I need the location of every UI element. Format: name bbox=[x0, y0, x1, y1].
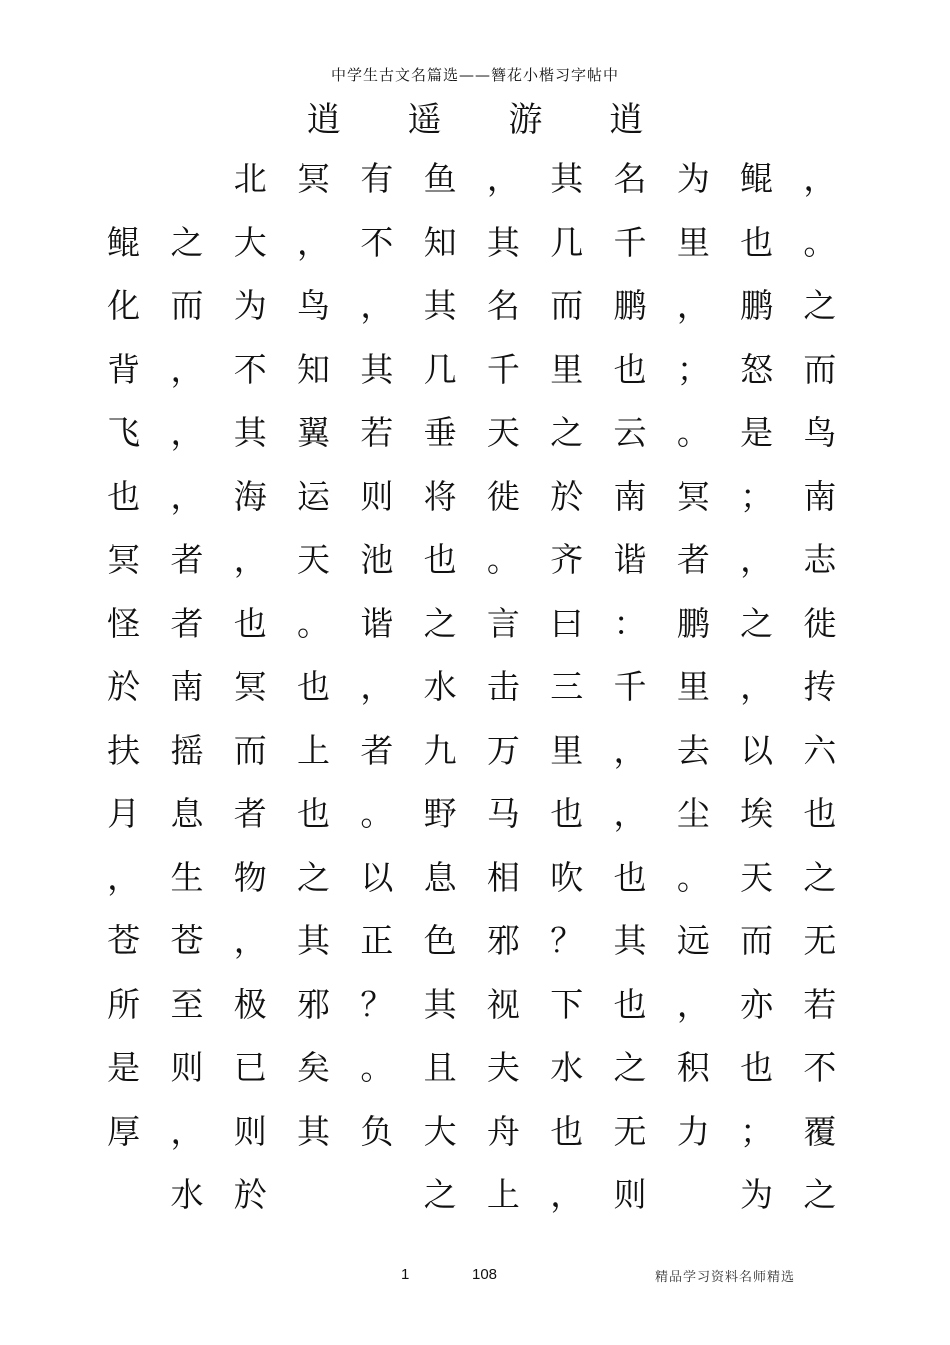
character-cell: 也 bbox=[297, 794, 331, 834]
character-cell: 也 bbox=[107, 476, 141, 516]
character-cell: 志 bbox=[803, 540, 837, 580]
character-cell: 之 bbox=[550, 413, 584, 453]
character-cell: 六 bbox=[803, 730, 837, 770]
character-cell: 为 bbox=[740, 1175, 774, 1215]
character-cell: 千 bbox=[613, 667, 647, 707]
text-row bbox=[92, 1100, 852, 1164]
character-cell bbox=[662, 1163, 725, 1227]
character-cell: 於 bbox=[107, 667, 141, 707]
character-cell: ， bbox=[233, 540, 267, 580]
character-cell bbox=[92, 147, 155, 211]
character-cell: 厚 bbox=[107, 1111, 141, 1151]
character-cell: 里 bbox=[676, 667, 710, 707]
character-cell: 已 bbox=[233, 1048, 267, 1088]
text-row bbox=[92, 655, 852, 719]
text-row bbox=[92, 782, 852, 846]
character-cell: 马 bbox=[486, 794, 520, 834]
character-cell: ， bbox=[676, 984, 710, 1024]
character-cell: ？ bbox=[360, 984, 394, 1024]
character-cell: 也 bbox=[550, 1111, 584, 1151]
character-cell: 极 bbox=[233, 984, 267, 1024]
character-cell: 是 bbox=[740, 413, 774, 453]
character-cell: ， bbox=[360, 286, 394, 326]
character-cell: 者 bbox=[170, 603, 204, 643]
character-cell: 之 bbox=[803, 857, 837, 897]
character-cell: 谐 bbox=[360, 603, 394, 643]
character-cell: 垂 bbox=[423, 413, 457, 453]
character-cell: 击 bbox=[486, 667, 520, 707]
character-cell: 鹏 bbox=[613, 286, 647, 326]
character-cell: 万 bbox=[486, 730, 520, 770]
character-cell: ， bbox=[803, 159, 837, 199]
character-cell: 生 bbox=[170, 857, 204, 897]
character-cell: 冥 bbox=[233, 667, 267, 707]
character-cell: 鸟 bbox=[803, 413, 837, 453]
character-cell: 运 bbox=[297, 476, 331, 516]
character-cell: 而 bbox=[550, 286, 584, 326]
character-cell: ： bbox=[613, 603, 647, 643]
character-cell: 物 bbox=[233, 857, 267, 897]
character-cell: 之 bbox=[613, 1048, 647, 1088]
character-cell: 鱼 bbox=[423, 159, 457, 199]
character-cell: 者 bbox=[676, 540, 710, 580]
character-cell: 月 bbox=[107, 794, 141, 834]
character-cell: 其 bbox=[423, 984, 457, 1024]
text-row bbox=[92, 211, 852, 275]
character-cell: 天 bbox=[297, 540, 331, 580]
character-cell: 则 bbox=[360, 476, 394, 516]
character-cell: 大 bbox=[423, 1111, 457, 1151]
character-cell: ， bbox=[613, 730, 647, 770]
character-cell bbox=[155, 147, 218, 211]
character-cell: 谐 bbox=[613, 540, 647, 580]
character-cell: 於 bbox=[233, 1175, 267, 1215]
character-cell: 冥 bbox=[297, 159, 331, 199]
character-cell: 负 bbox=[360, 1111, 394, 1151]
character-cell: 云 bbox=[613, 413, 647, 453]
character-cell: 息 bbox=[170, 794, 204, 834]
character-cell: ， bbox=[740, 667, 774, 707]
character-cell: 而 bbox=[740, 921, 774, 961]
character-cell: 天 bbox=[486, 413, 520, 453]
character-cell: 齐 bbox=[550, 540, 584, 580]
character-cell: 苍 bbox=[170, 921, 204, 961]
character-cell: 鲲 bbox=[740, 159, 774, 199]
character-cell: 里 bbox=[550, 349, 584, 389]
character-cell: ， bbox=[613, 794, 647, 834]
character-cell: 言 bbox=[486, 603, 520, 643]
character-cell: 不 bbox=[803, 1048, 837, 1088]
character-cell: 知 bbox=[423, 222, 457, 262]
character-cell: 水 bbox=[550, 1048, 584, 1088]
text-row bbox=[92, 528, 852, 592]
character-cell: 夫 bbox=[486, 1048, 520, 1088]
character-cell: 千 bbox=[613, 222, 647, 262]
character-cell: 徙 bbox=[803, 603, 837, 643]
character-cell: 覆 bbox=[803, 1111, 837, 1151]
text-row bbox=[92, 401, 852, 465]
character-cell: 。 bbox=[360, 794, 394, 834]
calligraphy-grid bbox=[92, 147, 852, 1227]
character-cell: 扶 bbox=[107, 730, 141, 770]
character-cell: 至 bbox=[170, 984, 204, 1024]
character-cell: 者 bbox=[170, 540, 204, 580]
character-cell: 舟 bbox=[486, 1111, 520, 1151]
character-cell: 不 bbox=[360, 222, 394, 262]
character-cell: 正 bbox=[360, 921, 394, 961]
character-cell: 将 bbox=[423, 476, 457, 516]
character-cell: 无 bbox=[803, 921, 837, 961]
character-cell: 鹏 bbox=[740, 286, 774, 326]
character-cell: 天 bbox=[740, 857, 774, 897]
character-cell: 鸟 bbox=[297, 286, 331, 326]
character-cell: 鹏 bbox=[676, 603, 710, 643]
character-cell: 下 bbox=[550, 984, 584, 1024]
text-row bbox=[92, 909, 852, 973]
character-cell: 则 bbox=[233, 1111, 267, 1151]
page-number: 1 bbox=[401, 1266, 410, 1283]
text-row bbox=[92, 274, 852, 338]
character-cell: ； bbox=[740, 476, 774, 516]
text-row bbox=[92, 1163, 852, 1227]
character-cell: 里 bbox=[676, 222, 710, 262]
character-cell: ， bbox=[360, 667, 394, 707]
character-cell: 力 bbox=[676, 1111, 710, 1151]
character-cell: 其 bbox=[233, 413, 267, 453]
character-cell: 邪 bbox=[297, 984, 331, 1024]
character-cell: 之 bbox=[740, 603, 774, 643]
character-cell: 远 bbox=[676, 921, 710, 961]
character-cell: ， bbox=[550, 1175, 584, 1215]
character-cell: 之 bbox=[423, 1175, 457, 1215]
character-cell: 也 bbox=[423, 540, 457, 580]
character-cell: 无 bbox=[613, 1111, 647, 1151]
character-cell: 有 bbox=[360, 159, 394, 199]
text-row bbox=[92, 465, 852, 529]
character-cell: 也 bbox=[740, 222, 774, 262]
page-header: 中学生古文名篇选——簪花小楷习字帖中 bbox=[330, 66, 619, 84]
character-cell: ？ bbox=[550, 921, 584, 961]
character-cell: 之 bbox=[423, 603, 457, 643]
character-cell: 曰 bbox=[550, 603, 584, 643]
character-cell: 水 bbox=[423, 667, 457, 707]
character-cell: 上 bbox=[486, 1175, 520, 1215]
text-row bbox=[92, 846, 852, 910]
character-cell: 南 bbox=[613, 476, 647, 516]
character-cell: 苍 bbox=[107, 921, 141, 961]
character-cell: 名 bbox=[486, 286, 520, 326]
character-cell: 里 bbox=[550, 730, 584, 770]
character-cell: 则 bbox=[613, 1175, 647, 1215]
character-cell: 。 bbox=[360, 1048, 394, 1088]
character-cell: 。 bbox=[676, 413, 710, 453]
character-cell: 其 bbox=[360, 349, 394, 389]
character-cell: 也 bbox=[233, 603, 267, 643]
character-cell: 之 bbox=[170, 222, 204, 262]
character-cell: 知 bbox=[297, 349, 331, 389]
character-cell: 色 bbox=[423, 921, 457, 961]
character-cell: 若 bbox=[360, 413, 394, 453]
character-cell: ， bbox=[170, 413, 204, 453]
character-cell: 也 bbox=[740, 1048, 774, 1088]
character-cell: 南 bbox=[803, 476, 837, 516]
character-cell: 去 bbox=[676, 730, 710, 770]
character-cell: 三 bbox=[550, 667, 584, 707]
character-cell: 为 bbox=[676, 159, 710, 199]
character-cell: 矣 bbox=[297, 1048, 331, 1088]
character-cell: 为 bbox=[233, 286, 267, 326]
character-cell: 鲲 bbox=[107, 222, 141, 262]
character-cell: 化 bbox=[107, 286, 141, 326]
character-cell: 怒 bbox=[740, 349, 774, 389]
character-cell: 池 bbox=[360, 540, 394, 580]
character-cell: 邪 bbox=[486, 921, 520, 961]
character-cell: ， bbox=[297, 222, 331, 262]
character-cell: 也 bbox=[297, 667, 331, 707]
character-cell: 上 bbox=[297, 730, 331, 770]
character-cell: ， bbox=[676, 286, 710, 326]
character-cell: ， bbox=[170, 1111, 204, 1151]
character-cell: 也 bbox=[613, 349, 647, 389]
character-cell bbox=[345, 1163, 408, 1227]
character-cell: ， bbox=[233, 921, 267, 961]
character-cell: 几 bbox=[423, 349, 457, 389]
character-cell: 相 bbox=[486, 857, 520, 897]
character-cell: 以 bbox=[740, 730, 774, 770]
character-cell: ， bbox=[170, 349, 204, 389]
character-cell: 积 bbox=[676, 1048, 710, 1088]
character-cell: 其 bbox=[423, 286, 457, 326]
character-cell: 也 bbox=[613, 857, 647, 897]
character-cell: 且 bbox=[423, 1048, 457, 1088]
character-cell: 吹 bbox=[550, 857, 584, 897]
character-cell: ， bbox=[740, 540, 774, 580]
text-row bbox=[92, 592, 852, 656]
character-cell: ， bbox=[170, 476, 204, 516]
character-cell: 则 bbox=[170, 1048, 204, 1088]
character-cell: 以 bbox=[360, 857, 394, 897]
text-row bbox=[92, 719, 852, 783]
character-cell: 飞 bbox=[107, 413, 141, 453]
character-cell: 者 bbox=[233, 794, 267, 834]
character-cell bbox=[92, 1163, 155, 1227]
character-cell: 其 bbox=[297, 921, 331, 961]
character-cell: 海 bbox=[233, 476, 267, 516]
character-cell: 千 bbox=[486, 349, 520, 389]
character-cell: 埃 bbox=[740, 794, 774, 834]
character-cell: 怪 bbox=[107, 603, 141, 643]
page-title: 逍 遥 游 逍 bbox=[306, 100, 672, 140]
character-cell: 息 bbox=[423, 857, 457, 897]
character-cell: 。 bbox=[486, 540, 520, 580]
character-cell: 冥 bbox=[107, 540, 141, 580]
character-cell: 大 bbox=[233, 222, 267, 262]
character-cell: 其 bbox=[550, 159, 584, 199]
character-cell: 若 bbox=[803, 984, 837, 1024]
character-cell: 而 bbox=[233, 730, 267, 770]
text-row bbox=[92, 973, 852, 1037]
character-cell: ； bbox=[676, 349, 710, 389]
character-cell: 。 bbox=[297, 603, 331, 643]
page-footer bbox=[0, 1266, 950, 1286]
character-cell: 者 bbox=[360, 730, 394, 770]
character-cell: 也 bbox=[550, 794, 584, 834]
character-cell: 背 bbox=[107, 349, 141, 389]
character-cell: 南 bbox=[170, 667, 204, 707]
character-cell: 其 bbox=[613, 921, 647, 961]
character-cell: 名 bbox=[613, 159, 647, 199]
character-cell: 而 bbox=[803, 349, 837, 389]
character-cell: 也 bbox=[613, 984, 647, 1024]
character-cell: 尘 bbox=[676, 794, 710, 834]
character-cell: 之 bbox=[803, 286, 837, 326]
character-cell: 视 bbox=[486, 984, 520, 1024]
character-cell: 所 bbox=[107, 984, 141, 1024]
footer-note: 精品学习资料名师精选 bbox=[655, 1269, 796, 1284]
character-cell: 不 bbox=[233, 349, 267, 389]
character-cell: 。 bbox=[803, 222, 837, 262]
character-cell: 之 bbox=[297, 857, 331, 897]
text-row bbox=[92, 338, 852, 402]
character-cell: 摇 bbox=[170, 730, 204, 770]
character-cell: 北 bbox=[233, 159, 267, 199]
character-cell: 其 bbox=[486, 222, 520, 262]
character-cell: 也 bbox=[803, 794, 837, 834]
character-cell: 之 bbox=[803, 1175, 837, 1215]
character-cell: 而 bbox=[170, 286, 204, 326]
character-cell: ， bbox=[107, 857, 141, 897]
character-cell: 。 bbox=[676, 857, 710, 897]
character-cell: 是 bbox=[107, 1048, 141, 1088]
character-cell: ； bbox=[740, 1111, 774, 1151]
character-cell: 於 bbox=[550, 476, 584, 516]
character-cell: 徙 bbox=[486, 476, 520, 516]
character-cell: 翼 bbox=[297, 413, 331, 453]
character-cell: ， bbox=[486, 159, 520, 199]
page-total: 108 bbox=[472, 1266, 498, 1283]
character-cell: 抟 bbox=[803, 667, 837, 707]
character-cell: 九 bbox=[423, 730, 457, 770]
character-cell: 水 bbox=[170, 1175, 204, 1215]
character-cell bbox=[282, 1163, 345, 1227]
text-row bbox=[92, 1036, 852, 1100]
character-cell: 野 bbox=[423, 794, 457, 834]
character-cell: 其 bbox=[297, 1111, 331, 1151]
text-row bbox=[92, 147, 852, 211]
character-cell: 亦 bbox=[740, 984, 774, 1024]
character-cell: 冥 bbox=[676, 476, 710, 516]
character-cell: 几 bbox=[550, 222, 584, 262]
